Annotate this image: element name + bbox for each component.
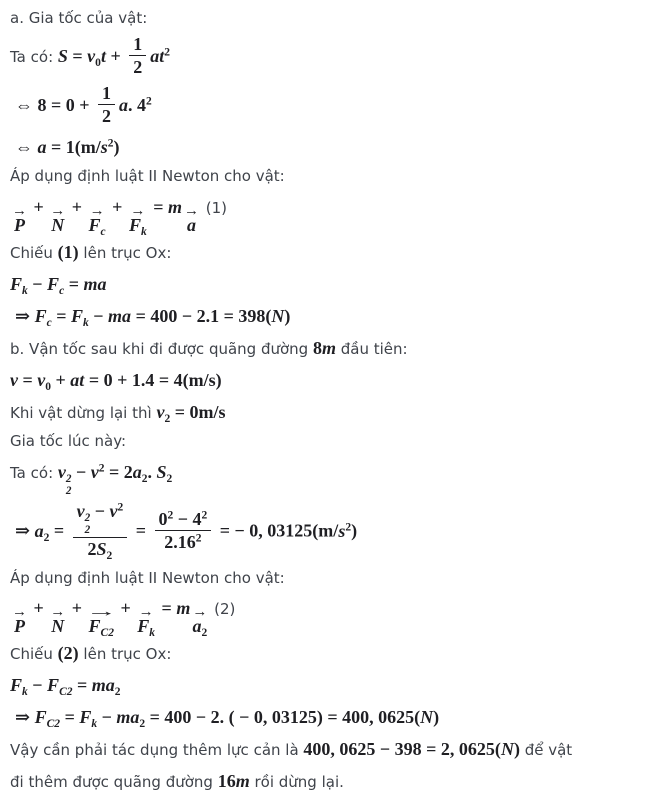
math-run: + <box>29 598 49 619</box>
math-run: = 0 + 1.4 = 4(m/s) <box>84 370 222 391</box>
solution-line-20 <box>10 704 652 730</box>
text-run: Ta có: <box>10 464 58 483</box>
math-run: $S_2$ <box>96 539 113 563</box>
fraction <box>73 501 128 563</box>
vector-arrow-icon: → <box>12 603 27 620</box>
math-run: + <box>67 598 87 619</box>
solution-line-14 <box>10 459 652 497</box>
vector-symbol: $a_2$ <box>192 615 208 639</box>
superscript: 2 <box>146 95 152 108</box>
subscript: c <box>46 317 52 330</box>
math-run: $a_2$ <box>34 520 50 544</box>
math-run: = <box>131 520 151 541</box>
math-run: + <box>29 197 49 218</box>
math-run: at <box>70 370 85 391</box>
fraction-denominator <box>84 538 117 563</box>
vector-f <box>88 202 106 238</box>
vector-p <box>12 603 27 636</box>
math-run: t <box>100 45 106 66</box>
vector-symbol: $F_k$ <box>137 615 156 639</box>
fraction-numerator <box>129 34 146 56</box>
fraction <box>155 509 212 552</box>
vector-symbol: $F_c$ <box>88 214 106 238</box>
math-run: N <box>500 739 514 760</box>
superscript: 2 <box>195 532 202 545</box>
math-run: N <box>271 306 285 327</box>
vector-arrow-icon: → <box>50 603 66 620</box>
math-run: a <box>119 95 129 116</box>
subscript: 2 <box>65 485 72 498</box>
math-run: = <box>49 520 69 541</box>
math-run: ⇒ <box>15 707 35 728</box>
vector-symbol: $F_{C2}$ <box>88 615 114 639</box>
vector-f <box>85 603 118 639</box>
solution-line-21 <box>10 736 652 762</box>
vector-f <box>137 603 156 639</box>
math-run: ⇔ 8 = 0 + <box>15 95 95 116</box>
solution-line-13 <box>10 431 652 453</box>
math-run: − <box>27 675 48 696</box>
vector-symbol: N <box>51 615 65 636</box>
subscript: C2 <box>46 718 61 731</box>
vector-a <box>192 603 208 639</box>
solution-line-16 <box>10 568 652 590</box>
math-run: − <box>27 274 48 294</box>
math-run: ) <box>433 707 440 728</box>
solution-line-1 <box>10 8 652 30</box>
fraction-denominator <box>98 105 115 126</box>
superscript: 2 <box>201 509 208 522</box>
math-run: . $4^2$ <box>128 95 152 116</box>
text-run: Chiếu <box>10 243 58 262</box>
subscript: 2 <box>201 626 208 639</box>
text-run: đầu tiên: <box>335 340 408 359</box>
text-run: Áp dụng định luật II Newton cho vật: <box>10 167 285 186</box>
math-run: + <box>105 45 126 66</box>
math-run: ) <box>351 520 358 541</box>
vector-f <box>128 202 147 238</box>
solution-line-15 <box>10 503 652 561</box>
math-run: = 400 − 2. ( − 0, 03125) = 400, 0625( <box>145 707 421 728</box>
superscript: 2 <box>98 462 105 475</box>
vector-a <box>184 202 199 235</box>
math-run: = <box>148 197 168 218</box>
math-run: ) <box>284 306 291 327</box>
math-run: $F_k$ <box>79 707 98 731</box>
math-run: $F_{C2}$ <box>34 707 61 731</box>
math-run: N <box>420 707 434 728</box>
solution-line-9 <box>10 303 652 329</box>
subscript: 2 <box>166 473 173 486</box>
superscript: 2 <box>84 511 91 524</box>
math-run: = <box>60 707 80 728</box>
math-run: 1 <box>102 83 112 104</box>
vector-arrow-icon: → <box>138 603 154 620</box>
math-run: = <box>72 675 92 696</box>
solution-line-2 <box>10 33 652 79</box>
math-run: = 2 <box>104 462 133 483</box>
vector-arrow-icon: → <box>89 202 105 219</box>
superscript: 2 <box>345 521 352 534</box>
math-run: $v^2$ <box>90 462 105 483</box>
math-run: ma <box>83 274 107 294</box>
solution-line-17 <box>10 595 652 639</box>
math-run: $S_2$ <box>156 462 173 486</box>
math-run: ma <box>108 306 132 327</box>
subscript: k <box>140 225 147 238</box>
math-run: $s^2$ <box>100 137 114 158</box>
math-run: $F_{C2}$ <box>47 675 73 699</box>
vector-symbol: P <box>14 214 25 235</box>
subscript: 2 <box>43 531 50 544</box>
math-run: ⇔ <box>15 137 38 158</box>
math-run: $ma_2$ <box>116 707 146 731</box>
vector-arrow-icon: → <box>50 202 66 219</box>
text-run: (1) <box>201 199 228 218</box>
math-run: ) <box>513 739 520 760</box>
math-run: $s^2$ <box>338 520 352 541</box>
vector-p <box>12 202 27 235</box>
math-run: $ma_2$ <box>91 675 121 699</box>
superscript: 2 <box>164 46 170 59</box>
math-run: v <box>10 370 18 391</box>
text-run: lên trục Ox: <box>78 645 172 663</box>
math-run: + <box>107 197 127 218</box>
subscript: C2 <box>100 626 114 639</box>
subscript: k <box>149 626 156 639</box>
vector-n <box>50 202 66 235</box>
math-run: (2) <box>57 643 79 663</box>
vector-arrow-icon: → <box>192 603 208 620</box>
solution-line-18 <box>10 640 652 666</box>
fraction-numerator <box>155 509 212 531</box>
text-run: Gia tốc lúc này: <box>10 432 127 451</box>
fraction-denominator <box>160 531 205 552</box>
superscript: 2 <box>65 472 72 485</box>
text-run: đi thêm được quãng đường <box>10 773 218 792</box>
math-run: m <box>321 338 336 359</box>
vector-symbol: a <box>187 214 196 235</box>
math-run: + <box>116 598 136 619</box>
math-run: $at^2$ <box>150 45 170 66</box>
math-run: = <box>157 598 177 619</box>
math-run: = 400 − 2.1 = 398( <box>131 306 272 327</box>
math-run: (1) <box>57 241 79 262</box>
subscript: 2 <box>106 550 113 563</box>
math-run: = − 0, 03125(m/ <box>215 520 339 541</box>
math-run: − <box>71 462 91 483</box>
math-run: + <box>51 370 71 391</box>
solution-line-5 <box>10 166 652 188</box>
subscript: k <box>83 317 89 330</box>
solution-line-7 <box>10 239 652 265</box>
math-run: v 2 2 <box>76 501 91 537</box>
math-run: $v^2$ <box>109 501 124 522</box>
text-run: Chiếu <box>10 645 58 663</box>
math-run: $F_c$ <box>34 306 52 330</box>
math-run: 2 <box>133 56 143 77</box>
fraction-denominator <box>129 56 146 77</box>
subscript: 2 <box>84 524 91 537</box>
vector-arrow-icon: → <box>184 202 199 219</box>
math-run: 8 <box>312 338 322 359</box>
math-run: − <box>97 707 117 728</box>
math-run: = 1(m/ <box>46 137 101 158</box>
math-run: 2 <box>87 539 97 560</box>
math-run: $v_0$ <box>87 45 101 69</box>
solution-line-11 <box>10 367 652 393</box>
math-run: $F_k$ <box>10 274 28 298</box>
math-run: + <box>67 197 87 218</box>
math-run: − $4^2$ <box>173 508 208 529</box>
math-run: m <box>167 197 182 218</box>
math-run: $F_c$ <box>47 274 65 298</box>
text-run: a. Gia tốc của vật: <box>10 9 148 27</box>
superscript: 2 <box>117 501 124 514</box>
math-run: − <box>88 306 109 327</box>
math-run: ⇒ <box>15 520 35 541</box>
math-run: S <box>57 45 68 66</box>
solution-line-4 <box>10 134 652 160</box>
subscript: 2 <box>141 473 148 486</box>
text-run: Ta có: <box>10 47 58 66</box>
subscript: 0 <box>95 56 101 69</box>
solution-line-22 <box>10 768 652 794</box>
math-run: = <box>51 306 71 327</box>
math-run: . <box>147 462 157 483</box>
solution-line-8 <box>10 271 652 297</box>
solution-line-19 <box>10 672 652 698</box>
fraction-numerator <box>73 501 128 538</box>
vector-arrow-icon: → <box>12 202 27 219</box>
text-run: để vật <box>519 741 573 760</box>
text-run: (2) <box>209 600 236 619</box>
math-run: m <box>235 771 250 792</box>
math-run: $a_2$ <box>132 462 148 486</box>
math-run: $v_2$ <box>156 402 171 426</box>
subscript: 2 <box>139 718 146 731</box>
solution-line-3 <box>10 85 652 128</box>
math-run: − <box>90 501 110 522</box>
text-run: b. Vận tốc sau khi đi được quãng đường <box>10 340 313 359</box>
subscript: 2 <box>114 686 121 699</box>
math-run: = 0m/s <box>170 402 226 423</box>
math-run: $v_0$ <box>37 370 52 394</box>
text-run: Vậy cần phải tác dụng thêm lực cản là <box>10 741 304 760</box>
math-run: 2.16$^2$ <box>164 531 202 552</box>
subscript: c <box>100 225 106 238</box>
math-run: $F_k$ <box>10 675 28 699</box>
subscript: 0 <box>45 381 52 394</box>
math-run: = <box>64 274 84 294</box>
math-run: $F_k$ <box>71 306 89 330</box>
math-run: = <box>67 45 88 66</box>
math-run: = <box>18 370 38 391</box>
subscript: k <box>91 718 98 731</box>
fraction-numerator <box>98 83 115 105</box>
solution-line-12 <box>10 399 652 425</box>
subscript: C2 <box>59 686 73 699</box>
math-run: m <box>176 598 191 619</box>
vector-symbol: N <box>51 214 65 235</box>
text-run: Khi vật dừng lại thì <box>10 404 157 423</box>
vector-arrow-icon: → <box>85 603 118 620</box>
math-run: 16 <box>217 771 236 792</box>
math-run: 2 <box>102 106 112 127</box>
math-run: a <box>37 137 47 158</box>
math-run: 1 <box>133 33 143 54</box>
text-run: rồi dừng lại. <box>249 773 344 792</box>
subscript: k <box>22 285 28 298</box>
vector-arrow-icon: → <box>130 202 146 219</box>
fraction <box>98 83 115 126</box>
text-run: lên trục Ox: <box>78 243 172 262</box>
subscript: c <box>59 285 65 298</box>
subscript: 2 <box>164 413 171 426</box>
subscript: k <box>22 686 28 699</box>
vector-n <box>50 603 66 636</box>
vector-symbol: $F_k$ <box>128 214 147 238</box>
math-run: $0^2$ <box>158 508 174 529</box>
text-run: Áp dụng định luật II Newton cho vật: <box>10 568 285 587</box>
math-run: ⇒ <box>15 306 35 327</box>
math-run: v 2 2 <box>57 462 72 498</box>
solution-line-10 <box>10 335 652 361</box>
math-run: ) <box>113 137 120 158</box>
math-run: 400, 0625 − 398 = 2, 0625( <box>303 739 501 760</box>
superscript: 2 <box>107 138 114 151</box>
solution-line-6 <box>10 194 652 238</box>
fraction <box>129 34 146 77</box>
vector-symbol: P <box>14 615 25 636</box>
superscript: 2 <box>167 509 174 522</box>
